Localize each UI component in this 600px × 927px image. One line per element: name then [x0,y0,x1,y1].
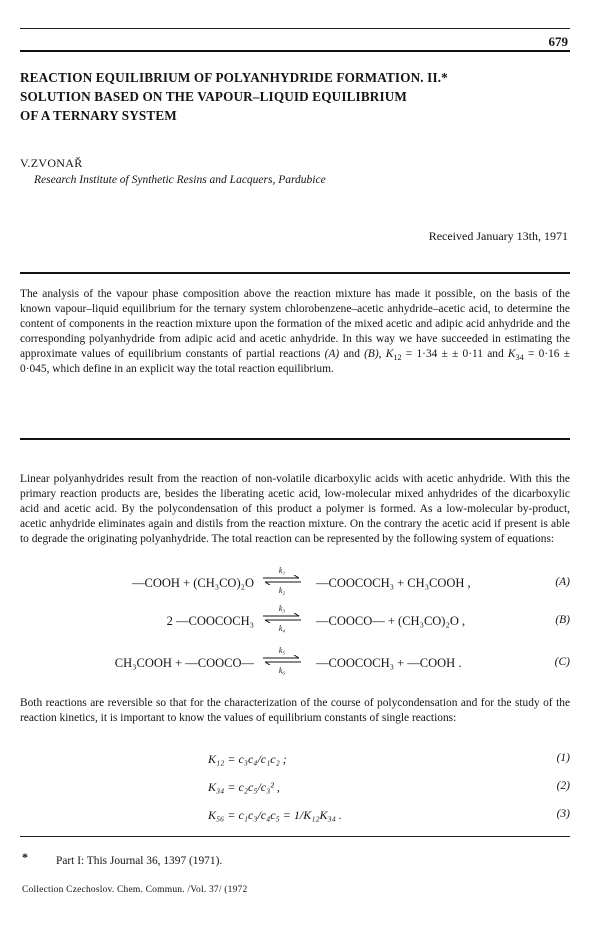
k34-value: = 0·16 ± 0·045, which define in an explicit way the total reaction equilibrium. [20,348,570,376]
reaction-lhs: —COOH + (CH₃CO)₂O [131,576,254,590]
abstract-and: and [339,348,365,361]
reaction-rhs: —COOCOCH₃ + CH₃COOH , [316,576,471,590]
abstract: The analysis of the vapour phase composition above the reaction mixture has made it possible, on the basis of the known vapour–liquid equilibrium for the ternary system chlorobenzene–acetic anhydride–acetic acid, to determine the content of components in the reaction mixture upon the formation of the mixed acetic and adipic acid anhydride and the corresponding polyanhydride from adipic acid and acetic anhydride. In this way we have succeeded in estimating the approximate values of equilibrium constants of partial reactions (A) and (B), $K_{12} = 1\cdot 34$ ± ± 0·11 and $K_{34} = 0\cdot 16 \pm 0\cdot 045$, which define in an explicit way the total reaction equilibrium. [20,288,570,376]
reaction-b [0,604,600,638]
equation-body: K₁₂ = c₃c₄/c₁c₂ ; [208,752,287,766]
journal-citation: Collection Czechoslov. Chem. Commun. /Vol. 37/ (1972 [22,885,248,895]
rate-constant-reverse: k₂ [278,586,286,595]
reaction-tag: (A) [555,576,570,588]
equation-1 [0,752,600,772]
k34-symbol: K [507,348,516,361]
reaction-tag: (B) [555,614,570,626]
equilibrium-arrow-icon [260,604,304,634]
equation-2 [0,780,600,800]
abstract-rule-top [20,272,570,274]
second-paragraph: Both reactions are reversible so that for the characterization of the course of polycondensation and for the study of the reaction kinetics, it is important to know the values of equilibrium constants of single reactions: [20,697,570,725]
title-line: OF A TERNARY SYSTEM [20,108,177,123]
k12-symbol: K [385,348,394,361]
equilibrium-arrow-icon [260,566,304,596]
reaction-rhs: —COOCO— + (CH₃CO)₂O , [316,614,466,628]
rate-constant-reverse: k₆ [278,666,286,675]
abstract-rule-bottom [20,438,570,440]
equation-tag: (3) [556,808,570,820]
footnote-text: Part I: This Journal 36, 1397 (1971). [56,855,223,867]
rate-constant-forward: k₃ [278,604,286,613]
equation-body: K₃₄ = c₂c₅/c₃² , [208,780,280,794]
author-name: V.ZVONAŘ [20,156,83,170]
ref-reaction-b: (B) [364,348,379,361]
received-date: Received January 13th, 1971 [428,229,568,243]
k12-value: = 1·34 ± ± 0·11 and [401,348,508,361]
footnote-mark: * [22,850,28,864]
k34-subscript: 34 [515,353,524,363]
reaction-tag: (C) [554,656,570,668]
footnote-rule [20,836,570,837]
equation-3 [0,808,600,828]
equation-body: K₅₆ = c₁c₃/c₄c₅ = 1/K₁₂K₃₄ . [208,808,342,822]
reaction-c [0,646,600,680]
article-title [20,68,560,125]
rate-constant-forward: k₅ [278,646,286,655]
title-line: SOLUTION BASED ON THE VAPOUR–LIQUID EQUILIBRIUM [20,89,408,104]
reaction-lhs: 2 —COOCOCH₃ [166,614,254,628]
k12-subscript: 12 [393,353,402,363]
equilibrium-arrow-icon [260,646,304,676]
reaction-rhs: —COOCOCH₃ + —COOH . [316,656,462,670]
page-number: 679 [548,34,568,49]
equation-tag: (2) [556,780,570,792]
intro-paragraph: Linear polyanhydrides result from the reaction of non-volatile dicarboxylic acids with acetic anhydride. With this the primary reaction products are, besides the liberating acetic acid, low-molecular mixed anhydrides of the dicarboxylic acid and acetic acid. By the polycondensation of this product a polymer is formed. As a low-molecular by-product, acetic anhydride eliminates again and distils from the reaction mixture. On the contrary the acetic acid if present is able to degrade the originating polyanhydride. The total reaction can be represented by the following system of equations: [20,473,570,546]
reaction-a [0,566,600,600]
title-line: REACTION EQUILIBRIUM OF POLYANHYDRIDE FORMATION. II.* [20,70,448,85]
header-rule-bottom [20,50,570,52]
header-rule-top [20,28,570,29]
author-affiliation: Research Institute of Synthetic Resins and Lacquers, Pardubice [34,174,326,186]
rate-constant-forward: k₁ [278,566,286,575]
abstract-text: The analysis of the vapour phase composition above the reaction mixture has made it possible, on the basis of the known vapour–liquid equilibrium for the ternary system chlorobenzene–acetic anhydride–acetic acid, to determine the content of components in the reaction mixture upon the formation of the mixed acetic and adipic acid anhydride and the corresponding polyanhydride from adipic acid and acetic anhydride. In this way we have succeeded in estimating the approximate values of equilibrium constants of partial reactions [20,288,570,361]
ref-reaction-a: (A) [324,348,340,361]
equation-tag: (1) [556,752,570,764]
reaction-lhs: CH₃COOH + —COOCO— [114,656,254,670]
rate-constant-reverse: k₄ [278,624,286,633]
